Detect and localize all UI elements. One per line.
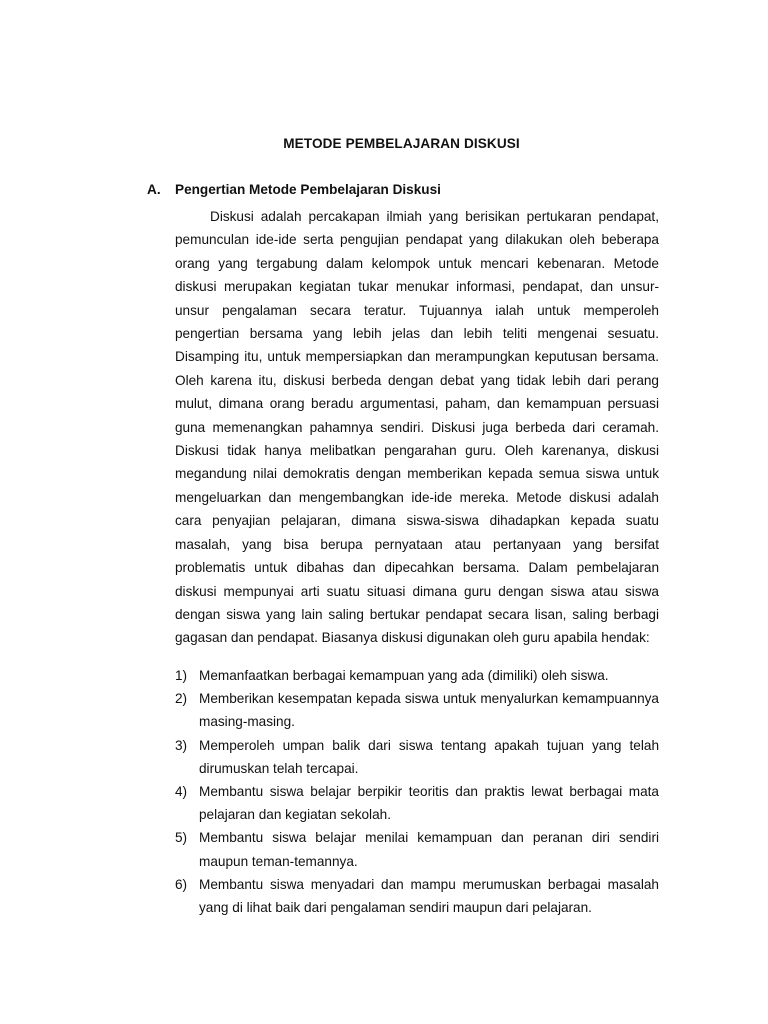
- list-item-text: Memperoleh umpan balik dari siswa tentang apakah tujuan yang telah dirumuskan telah tercapai.: [199, 737, 659, 776]
- list-item: [175, 687, 659, 733]
- list-item-number: 3): [175, 737, 188, 753]
- section-heading-text: Pengertian Metode Pembelajaran Diskusi: [175, 182, 441, 197]
- list-item: [175, 780, 659, 826]
- list-item: [175, 734, 659, 780]
- list-item-text: Membantu siswa belajar berpikir teoritis dan praktis lewat berbagai mata pelajaran dan kegiatan sekolah.: [199, 784, 659, 823]
- list-item-text: Memberikan kesempatan kepada siswa untuk menyalurkan kemampuannya masing-masing.: [199, 691, 659, 730]
- list-item: [175, 873, 659, 919]
- list-item-number: 2): [175, 691, 188, 707]
- list-item-text: Membantu siswa belajar menilai kemampuan dan peranan diri sendiri maupun teman-temannya.: [199, 830, 659, 869]
- list-item-number: 6): [175, 876, 188, 892]
- list-item: [175, 664, 659, 687]
- list-item-number: 4): [175, 784, 188, 800]
- list-item-text: Membantu siswa menyadari dan mampu merumuskan berbagai masalah yang di lihat baik dari pengalaman sendiri maupun dari pelajaran.: [199, 876, 659, 916]
- purpose-list: [175, 664, 659, 919]
- section-marker: A.: [147, 182, 161, 197]
- list-item-number: 1): [175, 668, 188, 683]
- list-item-number: 5): [175, 830, 188, 846]
- document-title: METODE PEMBELAJARAN DISKUSI: [283, 136, 520, 151]
- section-heading: [147, 182, 441, 197]
- list-item-text: Memanfaatkan berbagai kemampuan yang ada (dimiliki) oleh siswa.: [199, 668, 609, 683]
- section-paragraph: Diskusi adalah percakapan ilmiah yang berisikan pertukaran pendapat, pemunculan ide-ide serta pengujian pendapat yang dilakukan oleh beberapa orang yang tergabung dalam kelompok untuk mencari kebenaran. Metode diskusi merupakan kegiatan tukar menukar informasi, pendapat, dan unsur-unsur pengalaman secara teratur. Tujuannya ialah untuk memperoleh pengertian bersama yang lebih jelas dan lebih teliti mengenai sesuatu. Disamping itu, untuk mempersiapkan dan merampungkan keputusan bersama. Oleh karena itu, diskusi berbeda dengan debat yang tidak lebih dari perang mulut, dimana orang beradu argumentasi, paham, dan kemampuan persuasi guna memenangkan pahamnya sendiri. Diskusi juga berbeda dari ceramah. Diskusi tidak hanya melibatkan pengarahan guru. Oleh karenanya, diskusi megandung nilai demokratis dengan memberikan kepada semua siswa untuk mengeluarkan dan mengembangkan ide-ide mereka. Metode diskusi adalah cara penyajian pelajaran, dimana siswa-siswa dihadapkan kepada suatu masalah, yang bisa berupa pernyataan atau pertanyaan yang bersifat problematis untuk dibahas dan dipecahkan bersama. Dalam pembelajaran diskusi mempunyai arti suatu situasi dimana guru dengan siswa atau siswa dengan siswa yang lain saling bertukar pendapat secara lisan, saling berbagi gagasan dan pendapat. Biasanya diskusi digunakan oleh guru apabila hendak:: [175, 209, 659, 646]
- list-item: [175, 826, 659, 872]
